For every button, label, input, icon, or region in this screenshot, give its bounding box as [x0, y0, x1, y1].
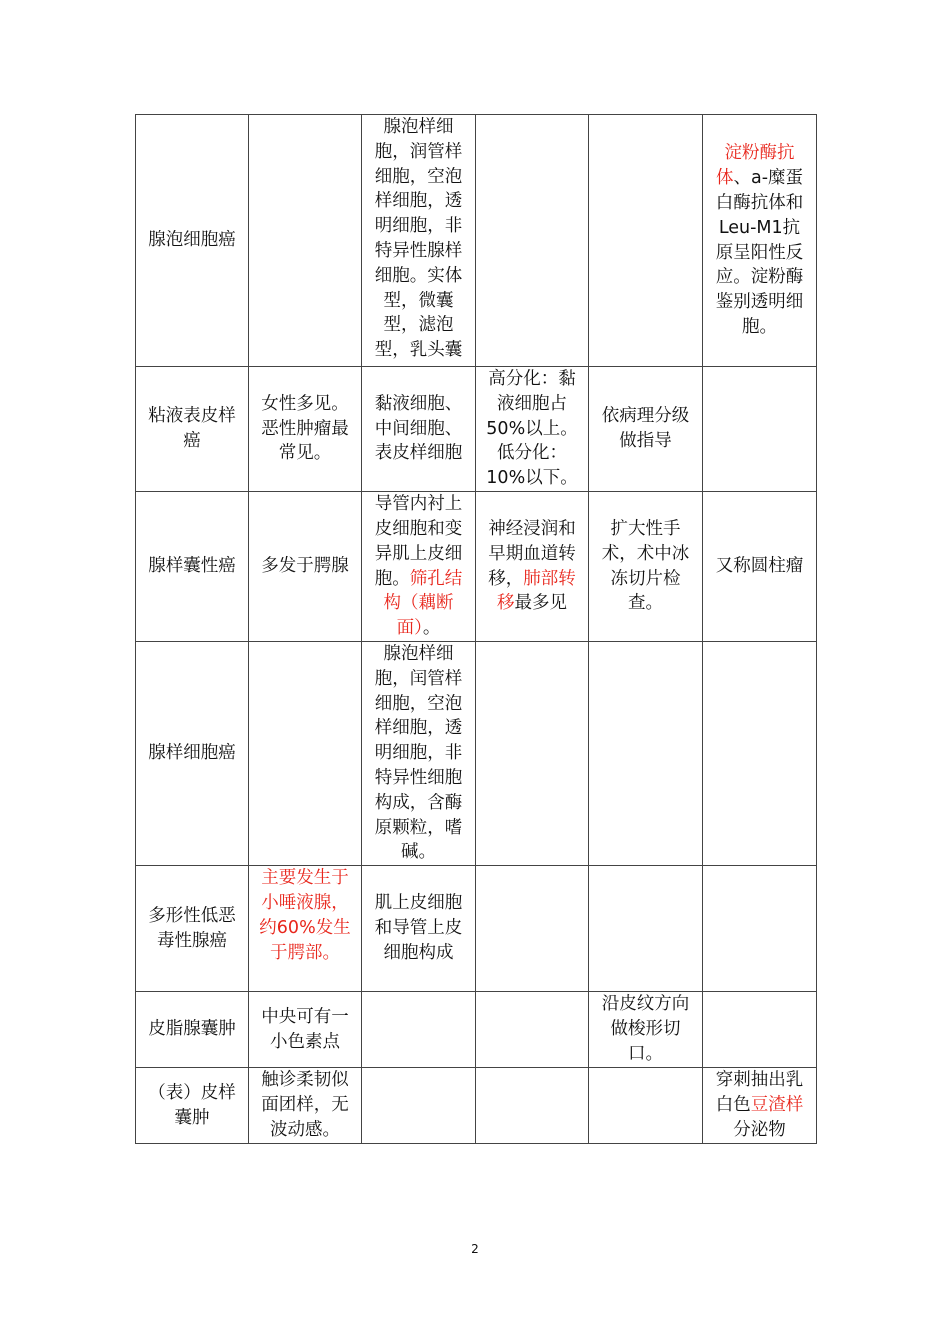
row-name-cell: 粘液表皮样癌 — [136, 367, 249, 492]
treatment-cell — [589, 1068, 703, 1144]
table-row — [136, 115, 817, 367]
pathology-cell — [476, 1068, 589, 1144]
cell-text: 触诊柔韧似面团样，无波动感。 — [261, 1070, 349, 1141]
cell-text: 女性多见。恶性肿瘤最常见。 — [261, 393, 349, 464]
cell-text: 最多见 — [514, 593, 567, 614]
histology-cell — [362, 992, 476, 1068]
cell-text: 、a-糜蛋白酶抗体和Leu-M1抗原呈阳性反应。淀粉酶鉴别透明细胞。 — [715, 168, 804, 337]
row-name-cell: 腺样细胞癌 — [136, 642, 249, 866]
histology-cell — [362, 367, 476, 492]
cell-text: 又称圆柱瘤 — [715, 556, 804, 577]
note-cell — [703, 642, 817, 866]
treatment-cell — [589, 367, 703, 492]
cell-text: 肌上皮细胞和导管上皮细胞构成 — [374, 893, 463, 964]
feature-cell — [249, 866, 362, 992]
row-name-cell: 多形性低恶毒性腺癌 — [136, 866, 249, 992]
note-cell — [703, 992, 817, 1068]
cell-text: 神经浸润和早期血道转移， — [488, 518, 576, 589]
feature-cell — [249, 115, 362, 367]
pathology-cell — [476, 866, 589, 992]
histology-cell — [362, 115, 476, 367]
treatment-cell — [589, 642, 703, 866]
histology-cell — [362, 1068, 476, 1144]
highlight-text: 淀粉酶抗体 — [715, 143, 795, 189]
feature-cell — [249, 992, 362, 1068]
treatment-cell — [589, 115, 703, 367]
pathology-cell — [476, 642, 589, 866]
cell-text: 腺泡样细胞，润管样细胞，空泡样细胞，透明细胞，非特异性腺样细胞。实体型，微囊型，滤泡型，乳头囊 — [374, 117, 463, 361]
feature-cell — [249, 1068, 362, 1144]
cell-text: 沿皮纹方向做梭形切口。 — [601, 994, 690, 1064]
pathology-cell — [476, 992, 589, 1068]
row-name-cell: 皮脂腺囊肿 — [136, 992, 249, 1068]
feature-cell — [249, 642, 362, 866]
cell-text: 黏液细胞、中间细胞、表皮样细胞 — [374, 393, 463, 464]
highlight-text: 肺部转移 — [497, 568, 576, 614]
histology-cell — [362, 642, 476, 866]
treatment-cell — [589, 992, 703, 1068]
table-row — [136, 866, 817, 992]
note-cell — [703, 492, 817, 642]
cell-text: 多发于腭腺 — [261, 556, 349, 577]
pathology-cell — [476, 115, 589, 367]
cell-text: 扩大性手术，术中冰冻切片检查。 — [601, 518, 690, 614]
highlight-text: 筛孔结构（藕断面） — [383, 568, 463, 639]
note-cell — [703, 866, 817, 992]
cell-text: 腺泡样细胞，闰管样细胞，空泡样细胞，透明细胞，非特异性细胞构成，含酶原颗粒，嗜碱。 — [374, 644, 463, 863]
cell-text: 依病理分级做指导 — [601, 406, 690, 451]
row-name-cell: 腺泡细胞癌 — [136, 115, 249, 367]
table-row — [136, 992, 817, 1068]
note-cell — [703, 115, 817, 367]
row-name-cell: （表）皮样囊肿 — [136, 1068, 249, 1144]
pathology-cell — [476, 492, 589, 642]
table-row — [136, 642, 817, 866]
note-cell — [703, 367, 817, 492]
treatment-cell — [589, 492, 703, 642]
cell-text: 中央可有一小色素点 — [261, 1006, 349, 1052]
cell-text: 高分化：黏液细胞占50%以上。低分化：10%以下。 — [486, 369, 578, 489]
table-row — [136, 1068, 817, 1144]
table-row — [136, 492, 817, 642]
highlight-text: 主要发生于小唾液腺，约60%发生于腭部。 — [259, 868, 351, 963]
histology-cell — [362, 492, 476, 642]
pathology-cell — [476, 367, 589, 492]
feature-cell — [249, 492, 362, 642]
cell-text: 分泌物 — [733, 1120, 786, 1141]
histology-cell — [362, 866, 476, 992]
cell-text: 穿刺抽出乳白色 — [715, 1070, 804, 1116]
treatment-cell — [589, 866, 703, 992]
table-row — [136, 367, 817, 492]
row-name-cell: 腺样囊性癌 — [136, 492, 249, 642]
feature-cell — [249, 367, 362, 492]
cell-text: 。 — [422, 618, 441, 639]
content-table — [135, 114, 817, 1144]
highlight-text: 豆渣样 — [750, 1095, 804, 1116]
cell-text: 导管内衬上皮细胞和变异肌上皮细胞。 — [374, 494, 463, 589]
page-number: 2 — [471, 1242, 479, 1256]
note-cell — [703, 1068, 817, 1144]
